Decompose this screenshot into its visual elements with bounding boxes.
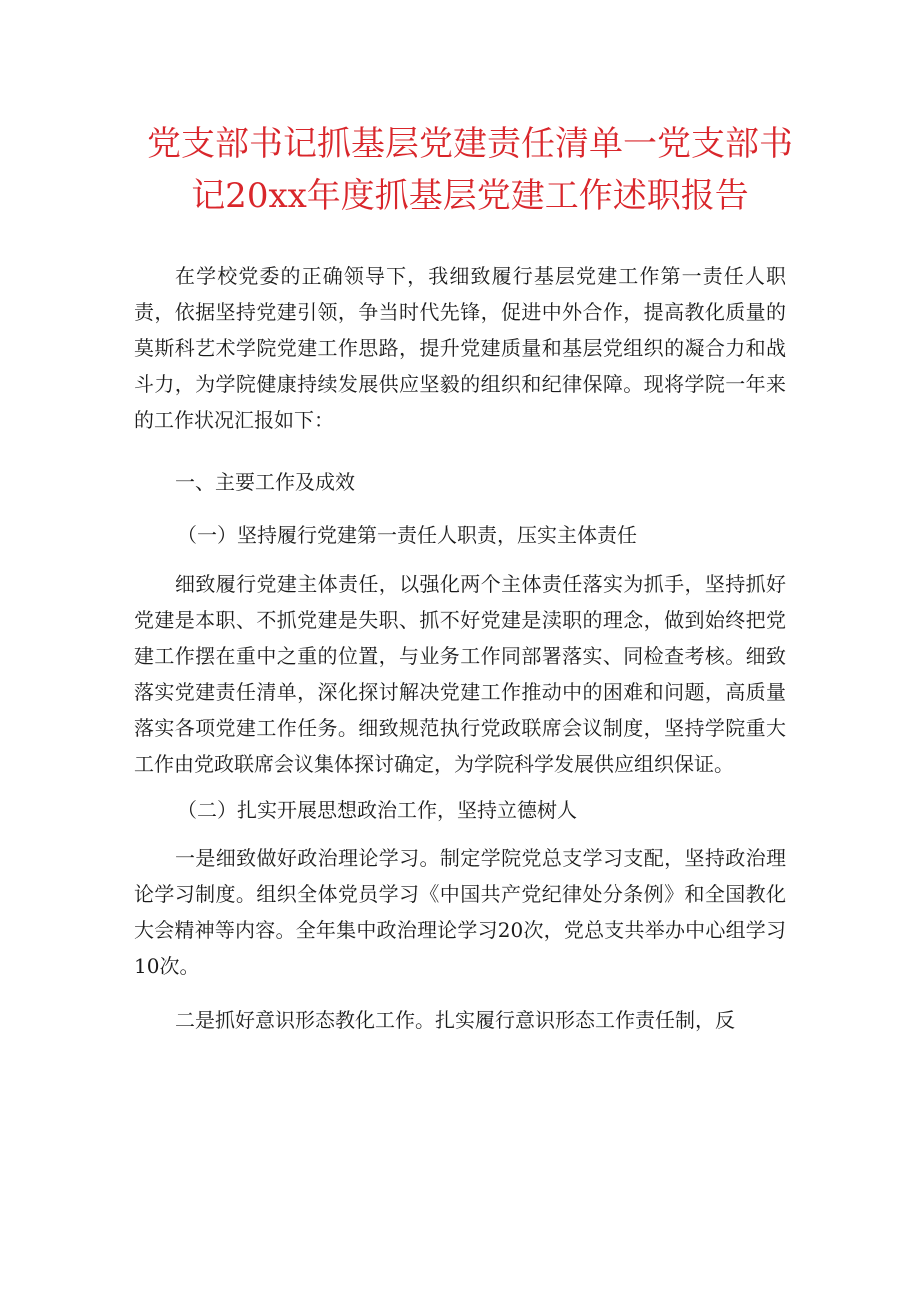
intro-paragraph: 在学校党委的正确领导下，我细致履行基层党建工作第一责任人职责，依据坚持党建引领，争当时代先锋，促进中外合作，提高教化质量的莫斯科艺术学院党建工作思路，提升党建质量和基层党组织的凝合力和战斗力，为学院健康持续发展供应坚毅的组织和纪律保障。现将学院一年来的工作状况汇报如下： xyxy=(134,264,786,432)
paragraph-3: 二是抓好意识形态教化工作。扎实履行意识形态工作责任制，反 xyxy=(175,1008,735,1032)
section-heading-1: 一、主要工作及成效 xyxy=(175,470,355,494)
document-body xyxy=(134,258,786,1038)
document-title xyxy=(120,118,820,222)
title-line-1: 党支部书记抓基层党建责任清单一党支部书 xyxy=(147,124,793,164)
title-line-2: 记20xx年度抓基层党建工作述职报告 xyxy=(191,176,749,216)
subsection-heading-1: （一）坚持履行党建第一责任人职责，压实主体责任 xyxy=(177,523,637,547)
paragraph-1: 细致履行党建主体责任，以强化两个主体责任落实为抓手，坚持抓好党建是本职、不抓党建是失职、抓不好党建是渎职的理念，做到始终把党建工作摆在重中之重的位置，与业务工作同部署落实、同检查考核。细致落实党建责任清单，深化探讨解决党建工作推动中的困难和问题，高质量落实各项党建工作任务。细致规范执行党政联席会议制度，坚持学院重大工作由党政联席会议集体探讨确定，为学院科学发展供应组织保证。 xyxy=(134,572,786,776)
paragraph-2: 一是细致做好政治理论学习。制定学院党总支学习支配，坚持政治理论学习制度。组织全体党员学习《中国共产党纪律处分条例》和全国教化大会精神等内容。全年集中政治理论学习20次，党总支共举办中心组学习10次。 xyxy=(134,846,786,978)
subsection-heading-2: （二）扎实开展思想政治工作，坚持立德树人 xyxy=(177,798,577,822)
